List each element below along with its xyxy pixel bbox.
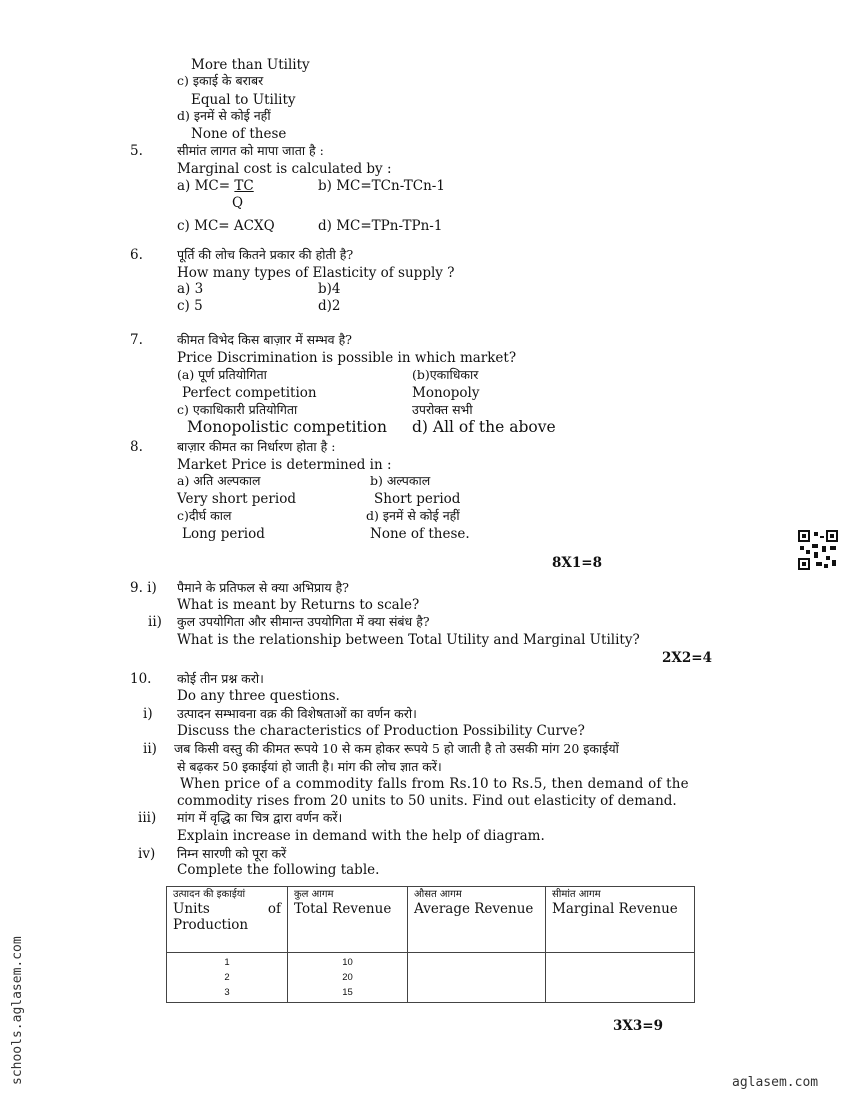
q9-i-hindi: पैमाने के प्रतिफल से क्या अभिप्राय है? (177, 580, 349, 595)
q7-option-c-english: Monopolistic competition (187, 418, 387, 436)
q9-ii-hindi: कुल उपयोगिता और सीमान्त उपयोगिता में क्या संबंध है? (177, 614, 430, 629)
q4-option-d-english: None of these (191, 126, 287, 142)
q8-option-d-english: None of these. (370, 526, 470, 542)
q4-option-c-hindi: c) इकाई के बराबर (177, 73, 264, 88)
q10-iv-label: iv) (138, 846, 156, 862)
q9-ii-label: ii) (148, 614, 162, 630)
table-header-marginal-revenue (546, 887, 695, 953)
q7-option-a-hindi: (a) पूर्ण प्रतियोगिता (177, 367, 267, 382)
marks-section-c: 3X3=9 (613, 1018, 663, 1034)
revenue-table (166, 886, 695, 1003)
q10-instruction-hindi: कोई तीन प्रश्न करो। (177, 671, 264, 686)
q6-option-c: c) 5 (177, 298, 203, 314)
q10-instruction-english: Do any three questions. (177, 688, 340, 704)
table-header-average-revenue-english: Average Revenue (414, 901, 534, 917)
q5-option-b: b) MC=TCn-TCn-1 (318, 178, 445, 194)
q5-number: 5. (130, 143, 143, 159)
q8-number: 8. (130, 439, 143, 455)
q7-question-english: Price Discrimination is possible in which market? (177, 350, 517, 366)
q10-i-label: i) (143, 706, 153, 722)
table-header-units (167, 887, 288, 953)
table-units-3: 3 (224, 987, 230, 998)
q4-option-c-english: Equal to Utility (191, 92, 296, 108)
q6-option-d: d)2 (318, 298, 341, 314)
q10-iii-hindi: मांग में वृद्धि का चित्र द्वारा वर्णन करें। (177, 810, 343, 825)
table-header-total-revenue-english: Total Revenue (294, 901, 392, 917)
q8-option-b-english: Short period (374, 491, 461, 507)
table-header-total-revenue (288, 887, 408, 953)
marks-section-b: 2X2=4 (662, 650, 712, 666)
q5-question-english: Marginal cost is calculated by : (177, 161, 392, 177)
q7-option-d-english: d) All of the above (412, 418, 556, 436)
q10-ii-label: ii) (143, 741, 157, 757)
table-header-average-revenue (408, 887, 546, 953)
q10-iii-label: iii) (138, 810, 157, 826)
q8-question-hindi: बाज़ार कीमत का निर्धारण होता है : (177, 439, 336, 454)
q10-iv-hindi: निम्न सारणी को पूरा करें (177, 846, 287, 861)
q5-option-c: c) MC= ACXQ (177, 218, 275, 234)
table-cell-average-revenue (408, 953, 546, 1003)
q7-option-c-hindi: c) एकाधिकारी प्रतियोगिता (177, 402, 298, 417)
q5-option-a-numerator: TC (234, 178, 254, 194)
q6-option-b: b)4 (318, 281, 341, 297)
q5-question-hindi: सीमांत लागत को मापा जाता है : (177, 143, 324, 158)
q9-ii-english: What is the relationship between Total Utility and Marginal Utility? (177, 632, 640, 648)
table-header-units-hindi: उत्पादन की इकाईयां (173, 889, 246, 900)
q8-option-a-hindi: a) अति अल्पकाल (177, 473, 261, 488)
q5-option-a-denominator: Q (232, 195, 244, 211)
q8-option-c-hindi: c)दीर्घ काल (177, 508, 232, 523)
q7-option-a-english: Perfect competition (182, 385, 317, 401)
q9-number: 9. i) (130, 580, 157, 596)
side-watermark: schools.aglasem.com (10, 936, 25, 1085)
q8-option-c-english: Long period (182, 526, 265, 542)
q10-ii-english-line2: commodity rises from 20 units to 50 units. Find out elasticity of demand. (177, 793, 677, 809)
q6-option-a: a) 3 (177, 281, 204, 297)
table-total-revenue-1: 10 (342, 957, 353, 968)
q10-number: 10. (130, 671, 152, 687)
q7-option-d-hindi: उपरोक्त सभी (412, 402, 473, 417)
table-total-revenue-3: 15 (342, 987, 353, 998)
table-total-revenue-2: 20 (342, 972, 353, 983)
q5-option-a (177, 178, 254, 194)
q4-option-b-english: More than Utility (191, 57, 310, 73)
q7-question-hindi: कीमत विभेद किस बाज़ार में सम्भव है? (177, 332, 352, 347)
q10-iv-english: Complete the following table. (177, 862, 380, 878)
q6-question-hindi: पूर्ति की लोच कितने प्रकार की होती है? (177, 247, 354, 262)
table-header-units-english: Units of Production (173, 901, 281, 933)
q7-option-b-english: Monopoly (412, 385, 480, 401)
table-units-1: 1 (224, 957, 230, 968)
q8-option-a-english: Very short period (177, 491, 296, 507)
table-header-average-revenue-hindi: औसत आगम (414, 889, 462, 900)
table-cell-total-revenue (288, 953, 408, 1003)
marks-section-a: 8X1=8 (552, 555, 602, 571)
table-row (167, 953, 695, 1003)
footer-watermark: aglasem.com (732, 1075, 819, 1090)
q10-ii-hindi-line2: से बढ़कर 50 इकाईयां हो जाती है। मांग की लोच ज्ञात करें। (177, 759, 442, 774)
q5-option-a-prefix: a) MC= (177, 178, 231, 194)
q5-option-d: d) MC=TPn-TPn-1 (318, 218, 443, 234)
q10-iii-english: Explain increase in demand with the help of diagram. (177, 828, 545, 844)
q7-option-b-hindi: (b)एकाधिकार (412, 367, 479, 382)
q8-question-english: Market Price is determined in : (177, 457, 392, 473)
q6-number: 6. (130, 247, 143, 263)
qr-code-icon (798, 530, 838, 570)
q8-option-d-hindi: d) इनमें से कोई नहीं (366, 508, 460, 523)
table-header-marginal-revenue-hindi: सीमांत आगम (552, 889, 601, 900)
q8-option-b-hindi: b) अल्पकाल (370, 473, 431, 488)
q4-option-d-hindi: d) इनमें से कोई नहीं (177, 108, 271, 123)
q10-ii-hindi-line1: जब किसी वस्तु की कीमत रूपये 10 से कम होकर रूपये 5 हो जाती है तो उसकी मांग 20 इकाईयों (174, 741, 619, 756)
table-cell-marginal-revenue (546, 953, 695, 1003)
table-header-row (167, 887, 695, 953)
q7-number: 7. (130, 332, 143, 348)
table-header-marginal-revenue-english: Marginal Revenue (552, 901, 678, 917)
q10-i-hindi: उत्पादन सम्भावना वक्र की विशेषताओं का वर्णन करो। (177, 706, 417, 721)
q10-i-english: Discuss the characteristics of Production Possibility Curve? (177, 723, 585, 739)
q9-i-english: What is meant by Returns to scale? (177, 597, 420, 613)
q6-question-english: How many types of Elasticity of supply ? (177, 265, 455, 281)
table-units-2: 2 (224, 972, 230, 983)
table-header-total-revenue-hindi: कुल आगम (294, 889, 334, 900)
q10-ii-english-line1: When price of a commodity falls from Rs.10 to Rs.5, then demand of the (180, 776, 689, 792)
table-cell-units (167, 953, 288, 1003)
